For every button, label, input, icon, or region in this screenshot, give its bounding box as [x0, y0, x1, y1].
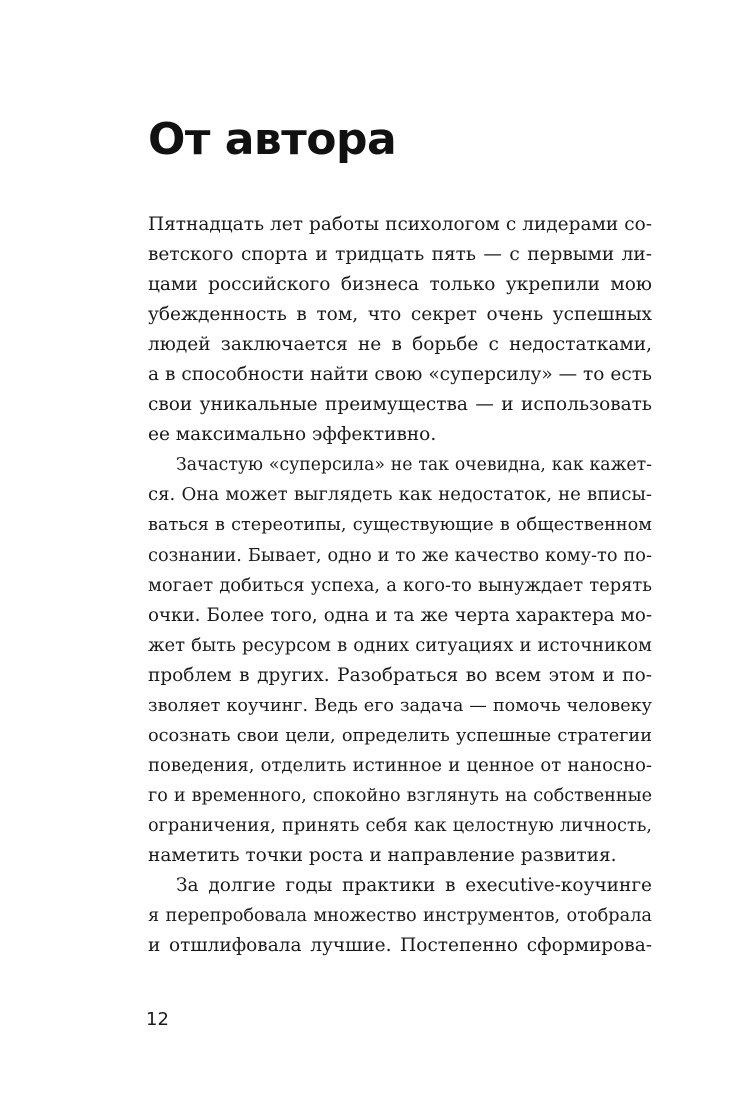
- text-line: Пятнадцать лет работы психологом с лидерами со-: [148, 214, 652, 235]
- text-line: свои уникальные преимущества — и использовать: [148, 394, 652, 416]
- text-line: и отшлифовала лучшие. Постепенно сформирова-: [148, 935, 652, 957]
- text-line: могает добиться успеха, а кого-то вынуждает терять: [148, 574, 652, 596]
- text-line: сознании. Бывает, одно и то же качество кому-то по-: [148, 545, 652, 566]
- text-line: а в способности найти свою «суперсилу» — то есть: [148, 364, 652, 386]
- text-line: проблем в других. Разобраться во всем этом и по-: [148, 664, 652, 686]
- text-line: осознать свои цели, определить успешные стратегии: [148, 725, 652, 746]
- text-line: го и временного, спокойно взглянуть на собственные: [148, 785, 652, 806]
- text-line: ся. Она может выглядеть как недостаток, не вписы-: [148, 484, 652, 506]
- chapter-heading: От автора: [148, 114, 397, 165]
- text-line: зволяет коучинг. Ведь его задача — помочь человеку: [148, 695, 652, 716]
- body-text: [148, 210, 652, 961]
- text-line: ограничения, принять себя как целостную личность,: [148, 815, 652, 836]
- text-line: цами российского бизнеса только укрепили мою: [148, 274, 652, 296]
- page-number: 12: [146, 1009, 169, 1030]
- text-line: поведения, отделить истинное и ценное от наносно-: [148, 754, 652, 776]
- text-line: очки. Более того, одна и та же черта характера мо-: [148, 604, 652, 626]
- text-line: ветского спорта и тридцать пять — с первыми ли-: [148, 244, 652, 266]
- text-line: наметить точки роста и направление развития.: [148, 844, 617, 866]
- text-line: людей заключается не в борьбе с недостатками,: [148, 334, 652, 356]
- text-line: убежденность в том, что секрет очень успешных: [148, 304, 652, 326]
- text-line: Зачастую «суперсила» не так очевидна, как кажет-: [176, 455, 652, 476]
- text-line: ваться в стереотипы, существующие в общественном: [148, 515, 652, 536]
- text-line: жет быть ресурсом в одних ситуациях и источником: [148, 634, 652, 656]
- text-line: я перепробовала множество инструментов, отобрала: [148, 906, 652, 927]
- text-line: За долгие годы практики в executive-коучинге: [176, 875, 652, 897]
- text-line: ее максимально эффективно.: [148, 424, 437, 446]
